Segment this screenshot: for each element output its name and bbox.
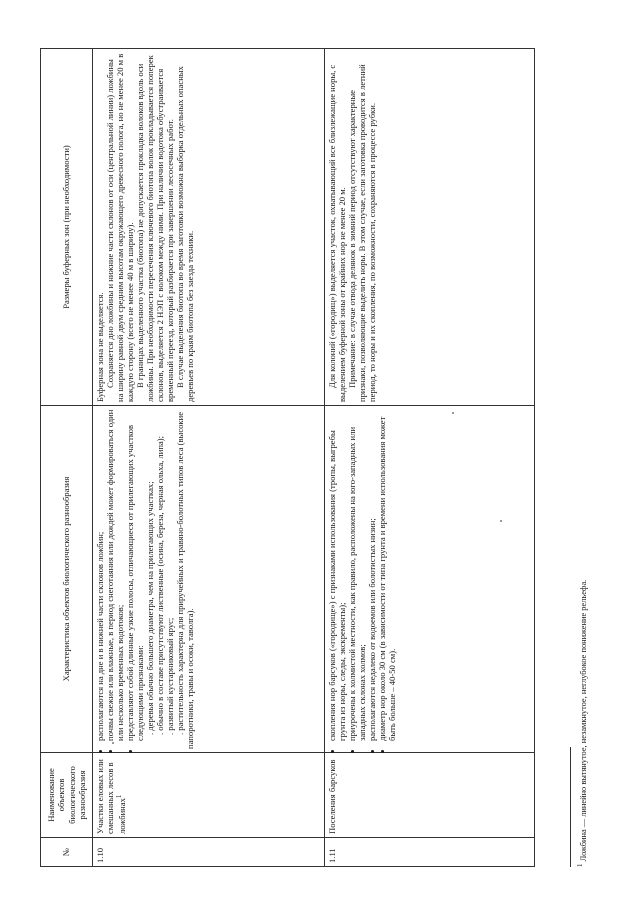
- buffer-paragraph: В границах выделенного участка (биотопа) не допускается прокладка волоков вдоль оси ложбины. При необходимости пересечения ключевого биотопа волок прокладывается поперек склонов, выделяется 2 НЭП с волоком между ними. При наличии водотока обустраивается временный переезд, который разбирается при завершении лесосечных работ.: [135, 55, 176, 402]
- list-item: • располагаются недалеко от водоемов или болотистых низин;: [367, 409, 377, 741]
- list-item: • почвы свежие или влажные, в период снеготаяния или дождей может формироваться один или несколько временных водотоков;: [105, 409, 125, 741]
- row-characteristics: [325, 406, 535, 753]
- list-subitem: . растительность характерна для приручейных и травяно-болотных типов леса (высокие папоротники, травы и осоки, таволга).: [175, 411, 196, 749]
- header-num: №: [41, 838, 93, 867]
- row-buffer: [325, 49, 535, 406]
- characteristics-list: [95, 409, 145, 749]
- buffer-paragraph: Буферная зона не выделяется.: [95, 292, 105, 402]
- buffer-paragraph: В случае выделения биотопа во время заготовки возможна выборка отдельных опасных деревьев по краям биотопа без заезда техники.: [175, 66, 196, 402]
- list-subitem: . развитый кустарниковый ярус;: [165, 617, 176, 735]
- header-name: Наименование объектов биологического разнообразия: [41, 753, 93, 838]
- characteristics-list: [327, 409, 397, 749]
- list-item: • представляют собой длинные узкие полосы, отличающиеся от прилегающих участков следующими признаками:: [125, 409, 145, 741]
- row-name: [93, 753, 325, 838]
- list-subitem: . обычно в составе присутствуют лиственные (осина, береза, черная ольха, липа);: [155, 436, 166, 735]
- biodiversity-table: [40, 48, 535, 867]
- list-item: • скопления нор барсуков («городище») с признаками использования (тропы, выгребы грунта из норы, следы, экскременты);: [327, 409, 347, 741]
- buffer-paragraph: Примечание: в случае отвода делянок в зимний период отсутствуют характерные признаки, позволяющие выделить норы. В этом случае, если заготовка проводится в летний период, то норы и их скопления, по возможности, сохраняются в процессе рубки.: [347, 64, 378, 402]
- footnote-ref: 1: [115, 794, 124, 799]
- scan-speck: [452, 412, 454, 414]
- header-buffer: Размеры буферных зон (при необходимости): [41, 49, 93, 406]
- header-characteristics: Характеристика объектов биологического разнообразия: [41, 406, 93, 753]
- row-buffer: [93, 49, 325, 406]
- scan-speck: [112, 742, 114, 744]
- footnote-mark: 1: [576, 863, 584, 867]
- table-row: [93, 49, 325, 867]
- footnote-text: Ложбина — линейно вытянутое, незамкнутое, неглубокое понижение рельефа.: [578, 579, 588, 862]
- row-name-text: Участки еловых или смешанных лесов в ложбинах: [95, 759, 127, 834]
- row-num: 1.10: [93, 838, 325, 867]
- row-num: 1.11: [325, 838, 535, 867]
- list-item: • располагаются на дне и в нижней части склонов ложбин;: [95, 409, 105, 741]
- scan-speck: [500, 520, 502, 522]
- footnote: [576, 580, 588, 867]
- table-row: [325, 49, 535, 867]
- buffer-paragraph: Сохраняется дно ложбины и нижние части склонов от оси (центральной линии) ложбины на ширину равной двум средним высотам окружающего древесного полога, но не менее 20 м в каждую сторону (всего не менее 40 м в ширину).: [105, 53, 136, 402]
- row-characteristics: [93, 406, 325, 753]
- rotated-document: [40, 37, 600, 867]
- row-name: Поселения барсуков: [325, 753, 535, 838]
- list-item: • приурочены к холмистой местности, как правило, расположены на юго-западных или западных склонах холмов;: [347, 409, 367, 741]
- list-item: • диаметр нор около 30 см (в зависимости от типа грунта и времени использования может быть больше – 40-50 см).: [377, 409, 397, 741]
- footnote-separator: [570, 747, 571, 867]
- table-header-row: [41, 49, 93, 867]
- list-subitem: . деревья обычно большего диаметра, чем на прилегающих участках;: [145, 481, 156, 735]
- buffer-paragraph: Для колоний («городищ») выделяется участок, охватывающий все близлежащие норы, с выделением буферной зоны от крайних нор не менее 20 м.: [327, 64, 348, 402]
